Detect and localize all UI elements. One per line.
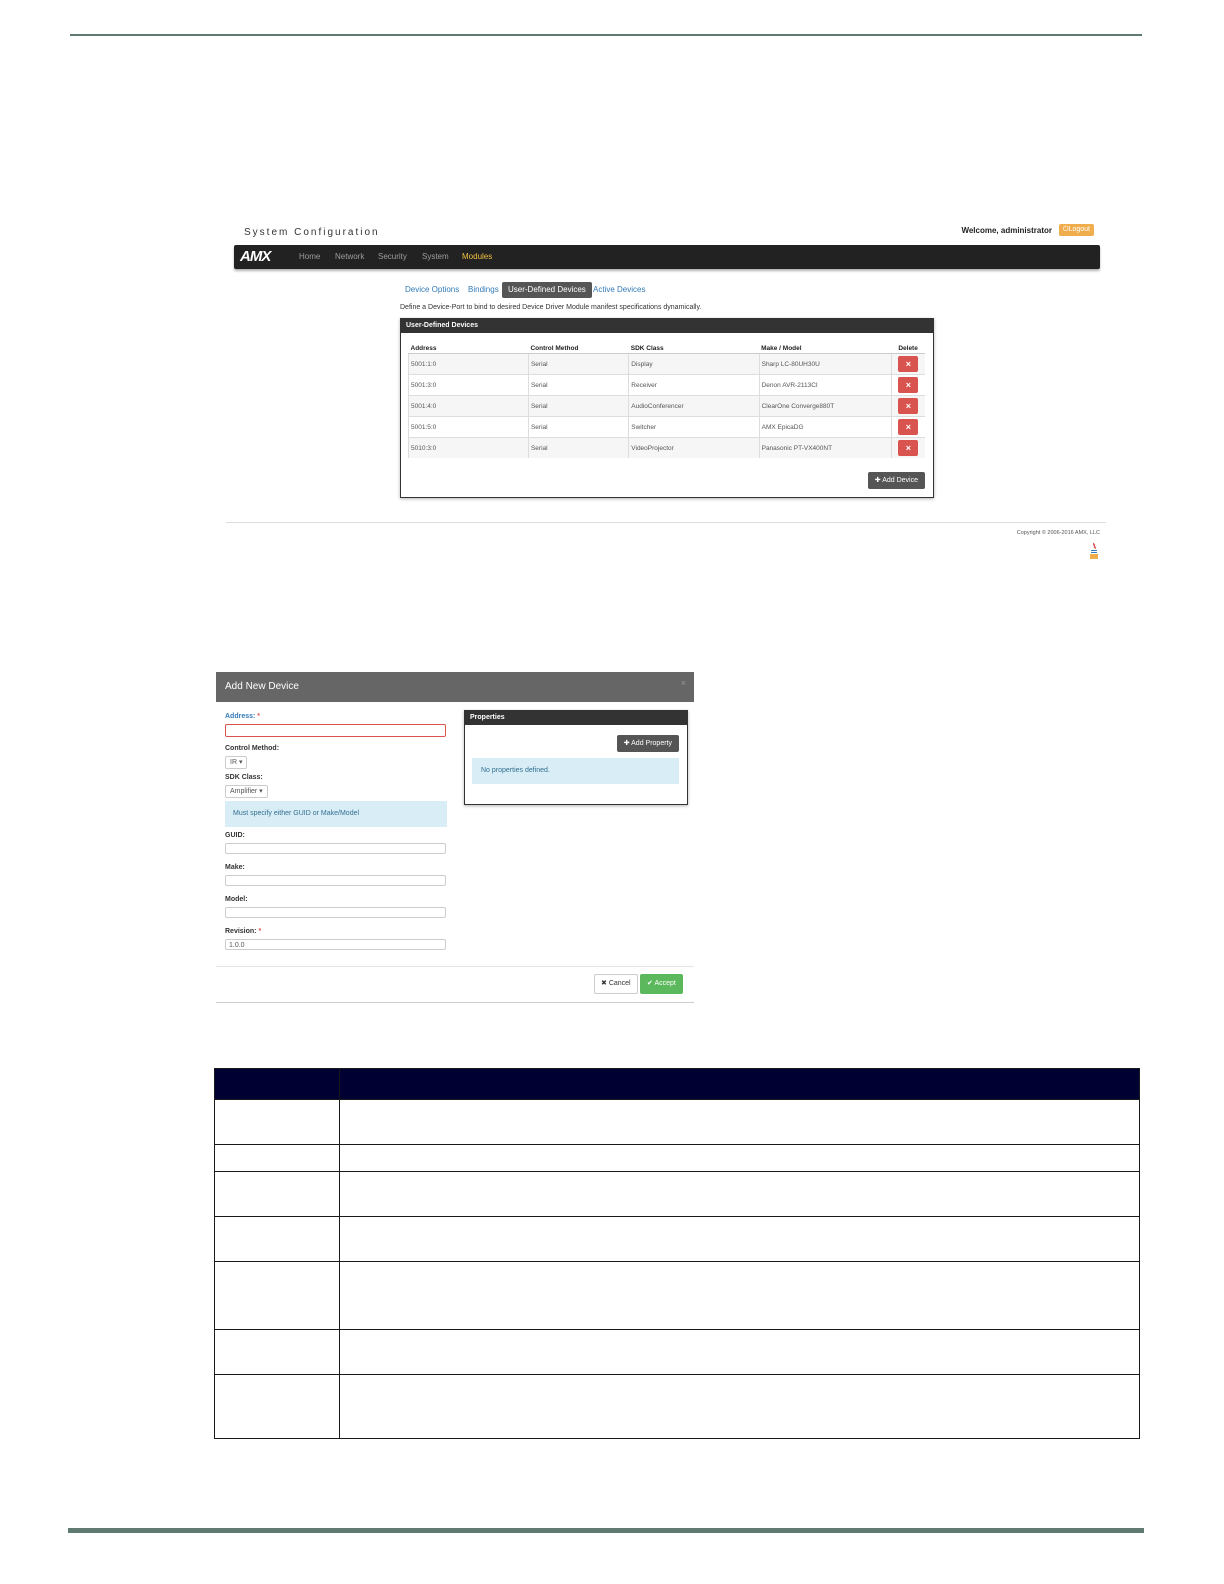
delete-icon: ×: [905, 422, 911, 432]
required-mark: *: [257, 713, 261, 720]
close-icon[interactable]: ×: [680, 678, 686, 688]
model-field[interactable]: [225, 907, 446, 918]
cell-address: 5001:4:0: [409, 396, 529, 417]
delete-icon: ×: [905, 401, 911, 411]
required-mark: *: [258, 928, 262, 935]
plus-icon: ✚: [874, 477, 883, 484]
footer-divider: [226, 522, 1106, 523]
user-defined-devices-panel: [400, 318, 934, 498]
cell-make: Panasonic PT-VX400NT: [759, 438, 891, 459]
table-cell: [215, 1172, 340, 1217]
sdk-class-label: SDK Class:: [225, 774, 263, 781]
make-field[interactable]: [225, 875, 446, 886]
make-label: Make:: [225, 864, 245, 871]
revision-field[interactable]: 1.0.0: [225, 939, 446, 950]
cell-method: Serial: [528, 417, 628, 438]
cell-method: Serial: [528, 438, 628, 459]
tab-user-defined-devices[interactable]: User-Defined Devices: [502, 282, 592, 298]
tab-device-options[interactable]: Device Options: [405, 285, 460, 294]
table-row: [215, 1375, 1140, 1439]
table-cell: [340, 1145, 1140, 1172]
properties-panel: [464, 710, 688, 805]
define-description: Define a Device-Port to bind to desired Device Driver Module manifest specifications dynamically.: [400, 304, 702, 311]
table-cell: [215, 1375, 340, 1439]
close-icon: ✖: [601, 980, 609, 987]
cell-make: AMX EpicaDG: [759, 417, 891, 438]
cell-make: Sharp LC-80UH30U: [759, 354, 891, 375]
delete-button[interactable]: [898, 398, 918, 414]
add-property-button[interactable]: [617, 735, 679, 752]
logout-icon: ⏻: [1063, 226, 1069, 233]
delete-icon: ×: [905, 359, 911, 369]
delete-icon: ×: [905, 380, 911, 390]
properties-title: Properties: [465, 711, 687, 725]
check-icon: ✔: [647, 980, 655, 987]
cell-sdk: AudioConferencer: [629, 396, 759, 417]
table-header-row: [215, 1069, 1140, 1100]
table-cell: [215, 1145, 340, 1172]
table-cell: [215, 1262, 340, 1330]
panel-title: User-Defined Devices: [401, 319, 933, 333]
logout-label: Logout: [1068, 226, 1090, 233]
table-header-cell: [340, 1069, 1140, 1100]
col-control-method: Control Method: [528, 343, 628, 354]
modal-title: Add New Device: [216, 672, 694, 702]
table-cell: [340, 1330, 1140, 1375]
cell-make: Denon AVR-2113CI: [759, 375, 891, 396]
system-configuration-screenshot: [226, 215, 1106, 575]
cell-sdk: Receiver: [629, 375, 759, 396]
sdk-class-dropdown[interactable]: Amplifier ▾: [225, 785, 268, 798]
table-cell: [215, 1217, 340, 1262]
tab-bindings[interactable]: Bindings: [468, 285, 499, 294]
table-row: [409, 396, 926, 417]
delete-button[interactable]: [898, 377, 918, 393]
table-row: [409, 375, 926, 396]
plus-icon: ✚: [623, 740, 632, 747]
nav-item-security[interactable]: Security: [378, 252, 407, 261]
delete-button[interactable]: [898, 440, 918, 456]
col-address: Address: [409, 343, 529, 354]
delete-button[interactable]: [898, 356, 918, 372]
nav-item-system[interactable]: System: [422, 252, 449, 261]
table-row: [215, 1262, 1140, 1330]
col-delete: Delete: [891, 343, 925, 354]
cell-sdk: Display: [629, 354, 759, 375]
cell-method: Serial: [528, 396, 628, 417]
page-bottom-rule: [68, 1528, 1144, 1533]
table-cell: [340, 1172, 1140, 1217]
add-property-label: Add Property: [631, 740, 672, 747]
table-cell: [340, 1262, 1140, 1330]
nav-item-modules[interactable]: Modules: [462, 252, 493, 261]
table-row: [215, 1172, 1140, 1217]
welcome-text: Welcome, administrator: [961, 226, 1052, 235]
table-cell: [340, 1217, 1140, 1262]
nav-item-network[interactable]: Network: [335, 252, 365, 261]
address-field[interactable]: [225, 724, 446, 737]
col-sdk-class: SDK Class: [629, 343, 759, 354]
page-top-rule: [70, 34, 1142, 36]
address-label-text: Address:: [225, 713, 256, 720]
accept-label: Accept: [654, 980, 676, 987]
table-row: [409, 354, 926, 375]
cancel-label: Cancel: [608, 980, 631, 987]
modal-footer-divider: [216, 966, 694, 967]
java-logo-icon: [1089, 542, 1099, 560]
table-row: [215, 1145, 1140, 1172]
copyright-text: Copyright © 2006-2016 AMX, LLC: [1016, 530, 1100, 536]
cell-address: 5001:1:0: [409, 354, 529, 375]
accept-button[interactable]: [640, 974, 683, 994]
model-label: Model:: [225, 896, 248, 903]
user-defined-devices-table: [408, 343, 925, 458]
control-method-dropdown[interactable]: IR ▾: [225, 756, 247, 769]
table-row: [409, 438, 926, 459]
cancel-button[interactable]: [594, 974, 638, 994]
table-header-cell: [215, 1069, 340, 1100]
add-new-device-modal: [216, 672, 694, 1003]
add-device-label: Add Device: [882, 477, 918, 484]
guid-label: GUID:: [225, 832, 245, 839]
cell-address: 5001:3:0: [409, 375, 529, 396]
revision-label-text: Revision:: [225, 928, 257, 935]
table-row: [409, 417, 926, 438]
field-description-table: [214, 1068, 1140, 1439]
cell-address: 5001:5:0: [409, 417, 529, 438]
revision-label: [225, 928, 261, 935]
amx-logo: AMX: [240, 248, 271, 265]
cell-address: 5010:3:0: [409, 438, 529, 459]
no-properties-alert: No properties defined.: [472, 758, 679, 784]
col-make-model: Make / Model: [759, 343, 891, 354]
logout-button[interactable]: [1059, 224, 1094, 236]
delete-icon: ×: [905, 443, 911, 453]
cell-method: Serial: [528, 354, 628, 375]
table-row: [215, 1330, 1140, 1375]
control-method-label: Control Method:: [225, 745, 280, 752]
tab-active-devices[interactable]: Active Devices: [593, 285, 646, 294]
main-navbar: [234, 245, 1100, 269]
nav-item-home[interactable]: Home: [299, 252, 321, 261]
table-row: [215, 1100, 1140, 1145]
guid-field[interactable]: [225, 843, 446, 854]
cell-make: ClearOne Converge880T: [759, 396, 891, 417]
guid-make-info-alert: Must specify either GUID or Make/Model: [225, 801, 447, 827]
cell-method: Serial: [528, 375, 628, 396]
system-configuration-title: System Configuration: [244, 227, 380, 238]
add-device-button[interactable]: [868, 472, 925, 489]
address-label: [225, 713, 260, 720]
table-cell: [215, 1100, 340, 1145]
table-cell: [340, 1100, 1140, 1145]
delete-button[interactable]: [898, 419, 918, 435]
table-cell: [340, 1375, 1140, 1439]
table-row: [215, 1217, 1140, 1262]
cell-sdk: VideoProjector: [629, 438, 759, 459]
cell-sdk: Switcher: [629, 417, 759, 438]
table-cell: [215, 1330, 340, 1375]
